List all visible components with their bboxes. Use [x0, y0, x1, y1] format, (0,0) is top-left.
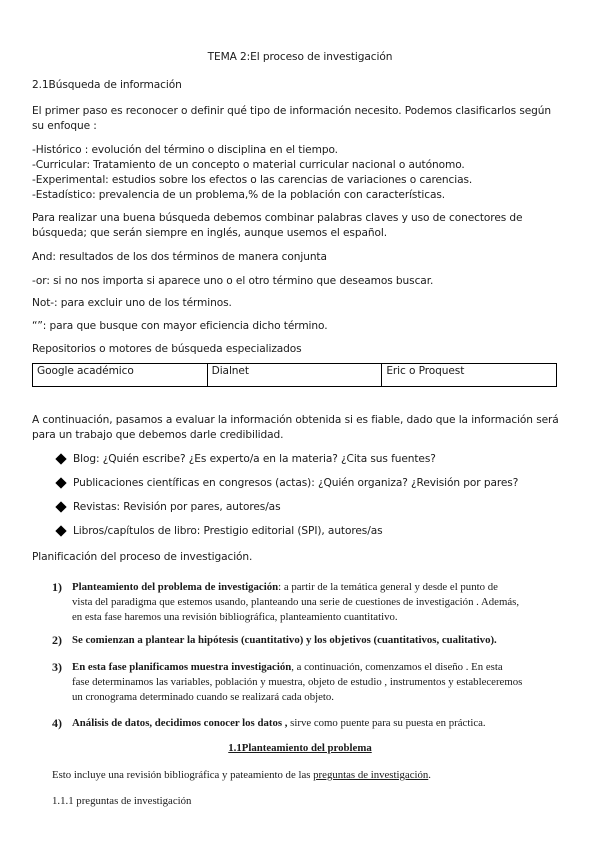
- step-3-line-1: [72, 660, 562, 674]
- step-number-3: 3): [52, 660, 62, 674]
- step-1-line-2: vista del paradigma que estemos usando, planteando una serie de cuestiones de investigación . Además,: [72, 596, 520, 608]
- connector-and: And: resultados de los dos términos de manera conjunta: [32, 251, 327, 263]
- evaluate-line-1: A continuación, pasamos a evaluar la información obtenida si es fiable, dado que la información será: [32, 414, 559, 426]
- step-number-4: 4): [52, 716, 62, 730]
- bullet-libros: Libros/capítulos de libro: Prestigio editorial (SPI), autores/as: [73, 525, 383, 537]
- type-estadistico: -Estadístico: prevalencia de un problema,% de la población con características.: [32, 189, 446, 201]
- repos-table: [32, 363, 557, 387]
- step-4-line-1: [72, 716, 562, 730]
- repo-cell-eric: Eric o Proquest: [382, 364, 557, 387]
- step-2-text: Se comienzan a plantear la hipótesis (cuantitativo) y los objetivos (cuantitativos, cualitativo).: [72, 634, 497, 646]
- section-1-1-text-b: .: [428, 769, 431, 781]
- connector-not: Not-: para excluir uno de los términos.: [32, 297, 232, 309]
- type-historico: -Histórico : evolución del término o disciplina en el tiempo.: [32, 144, 338, 156]
- step-1-bold: Planteamiento del problema de investigación: [72, 581, 279, 593]
- planning-heading: Planificación del proceso de investigación.: [32, 551, 253, 563]
- step-1-line-1: [72, 580, 562, 594]
- step-1-line-3: en esta fase haremos una revisión bibliográfica, planteamiento cuantitativo.: [72, 611, 398, 623]
- step-4-rest: sirve como puente para su puesta en práctica.: [287, 717, 486, 729]
- step-number-2: 2): [52, 633, 62, 647]
- bullet-revistas: Revistas: Revisión por pares, autores/as: [73, 501, 281, 513]
- type-curricular: -Curricular: Tratamiento de un concepto o material curricular nacional o autónomo.: [32, 159, 465, 171]
- type-experimental: -Experimental: estudios sobre los efectos o las carencias de variaciones o carencias.: [32, 174, 473, 186]
- section-heading-1-1: 1.1Planteamiento del problema: [228, 742, 372, 754]
- section-1-1-text-a: Esto incluye una revisión bibliográfica y pateamiento de las: [52, 769, 314, 781]
- intro-line-2: su enfoque :: [32, 120, 97, 132]
- step-4-bold: Análisis de datos, decidimos conocer los datos ,: [72, 717, 288, 729]
- repo-cell-dialnet: Dialnet: [207, 364, 382, 387]
- section-1-1-text: [52, 768, 431, 782]
- section-heading-1-1-1: 1.1.1 preguntas de investigación: [52, 795, 192, 807]
- connector-or: -or: si no nos importa si aparece uno o el otro término que deseamos buscar.: [32, 275, 434, 287]
- bullet-publicaciones: Publicaciones científicas en congresos (actas): ¿Quién organiza? ¿Revisión por pares?: [73, 477, 519, 489]
- intro-line-1: El primer paso es reconocer o definir qué tipo de información necesito. Podemos clasificarlos según: [32, 105, 552, 117]
- repos-heading: Repositorios o motores de búsqueda especializados: [32, 343, 302, 355]
- preguntas-link: preguntas de investigación: [313, 769, 429, 781]
- evaluate-line-2: para un trabajo que debemos darle credibilidad.: [32, 429, 284, 441]
- step-3-line-2: fase determinamos las variables, población y muestra, objeto de estudio , instrumentos y estableceremos: [72, 676, 523, 688]
- step-3-bold: En esta fase planificamos muestra investigación: [72, 661, 292, 673]
- step-3-rest: , a continuación, comenzamos el diseño . En esta: [291, 661, 503, 673]
- search-para-line-2: búsqueda; que serán siempre en inglés, aunque usemos el español.: [32, 227, 387, 239]
- bullet-blog: Blog: ¿Quién escribe? ¿Es experto/a en la materia? ¿Cita sus fuentes?: [73, 453, 436, 465]
- step-number-1: 1): [52, 580, 62, 594]
- table-row: [33, 364, 557, 387]
- document-title: TEMA 2:El proceso de investigación: [207, 51, 393, 63]
- search-para-line-1: Para realizar una buena búsqueda debemos combinar palabras claves y uso de conectores de: [32, 212, 523, 224]
- repo-cell-google: Google académico: [33, 364, 208, 387]
- step-3-line-3: un cronograma determinado cuando se realizará cada objeto.: [72, 691, 334, 703]
- connector-quotes: “”: para que busque con mayor eficiencia dicho término.: [32, 320, 328, 332]
- step-1-rest: : a partir de la temática general y desde el punto de: [278, 581, 498, 593]
- section-heading-2-1: 2.1Búsqueda de información: [32, 79, 182, 91]
